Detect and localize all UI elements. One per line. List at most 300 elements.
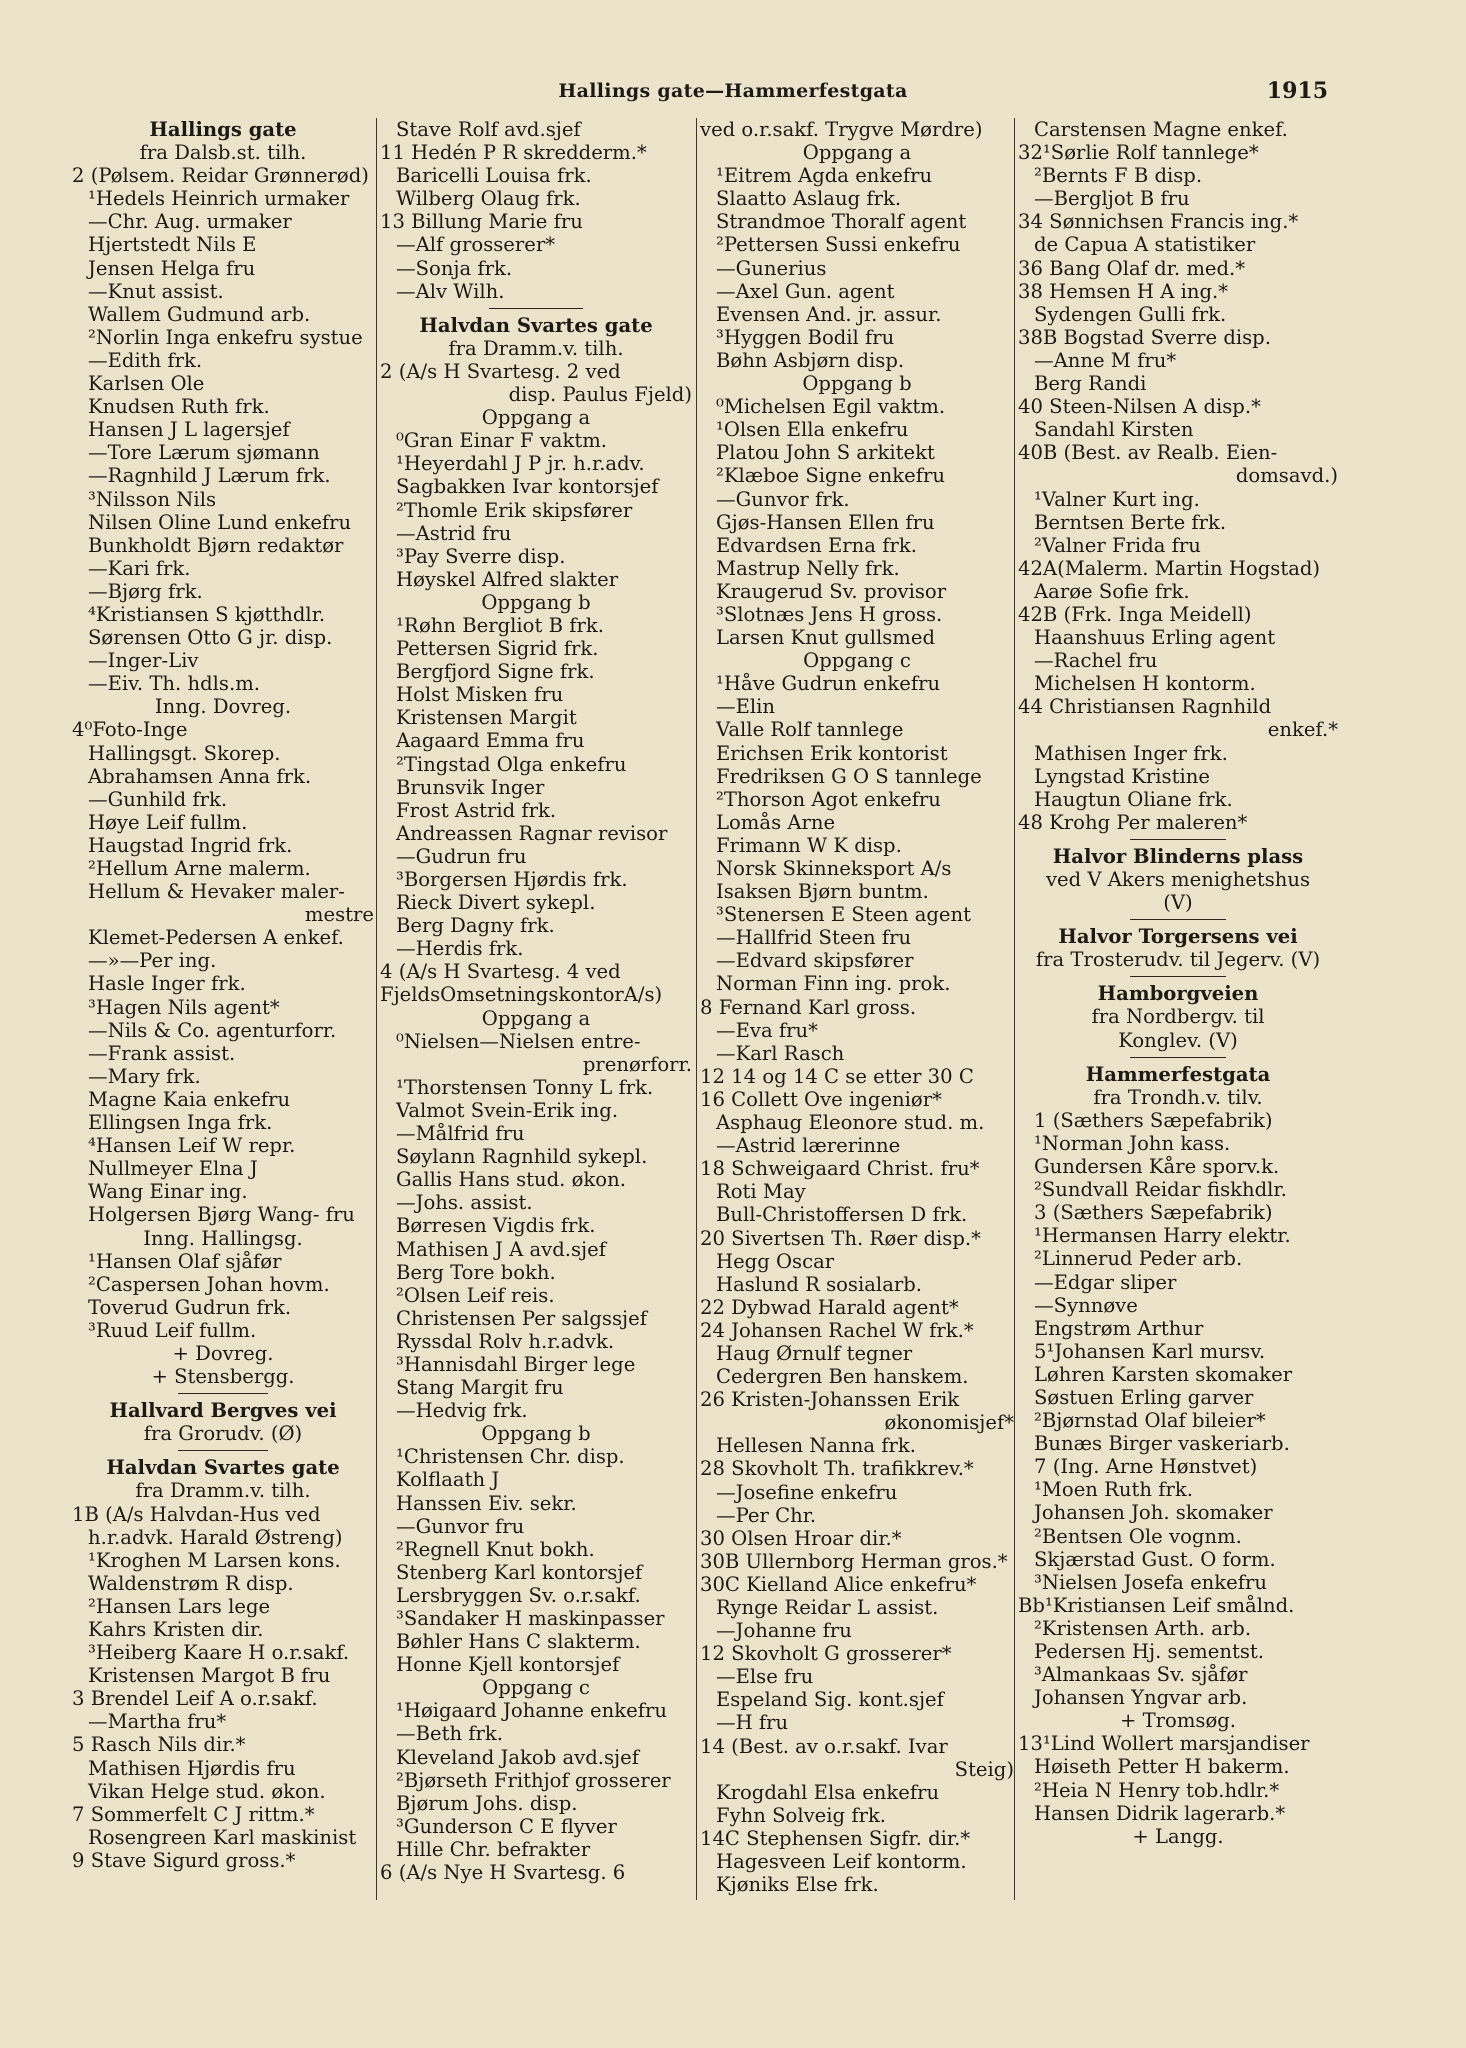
directory-entry: Søstuen Erling garver [1034, 1385, 1254, 1409]
directory-entry: Kahrs Kristen dir. [88, 1618, 264, 1641]
street-heading: Hamborgveien [1097, 982, 1259, 1006]
directory-entry: ²Olsen Leif reis. [396, 1283, 555, 1307]
section-divider [72, 1445, 374, 1456]
directory-entry: ²Bjørseth Frithjof grosserer [396, 1768, 671, 1792]
directory-entry: —Alv Wilh. [396, 279, 505, 303]
directory-entry: ved o.r.sakf. Trygve Mørdre) [700, 118, 983, 141]
directory-entry: Høiseth Petter H bakerm. [1034, 1755, 1290, 1779]
directory-entry: —Sonja frk. [396, 256, 513, 280]
directory-entry: (V) [1163, 891, 1193, 915]
directory-entry: ¹Kroghen M Larsen kons. [88, 1548, 341, 1572]
directory-entry: ⁰Gran Einar F vaktm. [396, 429, 607, 453]
directory-entry: Holst Misken fru [396, 683, 564, 707]
directory-entry: ³Hagen Nils agent* [88, 995, 280, 1019]
section-divider [1018, 914, 1338, 925]
directory-entry: 36 Bang Olaf dr. med.* [1018, 256, 1246, 280]
directory-entry: h.r.advk. Harald Østreng) [88, 1525, 343, 1549]
directory-entry: Sydengen Gulli frk. [1034, 302, 1227, 326]
directory-entry: Hellesen Nanna frk. [716, 1434, 917, 1458]
directory-entry: —Bergljot B fru [1034, 187, 1190, 211]
directory-entry: ¹Hansen Olaf sjåfør [88, 1249, 282, 1273]
directory-entry: ³Nilsson Nils [88, 487, 217, 511]
directory-entry: ²Thorson Agot enkefru [716, 787, 941, 811]
directory-entry: Hasle Inger frk. [88, 972, 246, 996]
directory-entry: Konglev. (V) [1118, 1028, 1238, 1052]
directory-entry: 6 (A/s Nye H Svartesg. 6 [380, 1861, 626, 1885]
street-heading: Halvor Blinderns plass [1052, 844, 1304, 868]
directory-entry: —Frank assist. [88, 1041, 236, 1065]
directory-entry: + Langg. [1132, 1824, 1224, 1848]
directory-entry: Frost Astrid frk. [396, 798, 557, 822]
directory-entry: —Gudrun fru [396, 844, 527, 868]
directory-entry: 48 Krohg Per maleren* [1018, 810, 1248, 834]
directory-entry: Bb¹Kristiansen Leif smålnd. [1018, 1593, 1295, 1617]
directory-entry: ¹Valner Kurt ing. [1034, 487, 1200, 511]
directory-entry: Magne Kaia enkefru [88, 1087, 291, 1111]
directory-entry: Aarøe Sofie frk. [1034, 579, 1190, 603]
directory-entry: 40B (Best. av Realb. Eien- [1018, 441, 1278, 465]
directory-entry: Rosengreen Karl maskinist [88, 1825, 357, 1849]
directory-entry: Oppgang c [482, 1676, 590, 1700]
directory-entry: ved V Akers menighetshus [1045, 868, 1311, 891]
directory-entry: —Astrid fru [396, 521, 512, 545]
directory-entry: Skjærstad Gust. O form. [1034, 1547, 1276, 1571]
directory-entry: 22 Dybwad Harald agent* [700, 1295, 959, 1319]
street-heading: Halvor Torgersens vei [1058, 925, 1298, 949]
directory-entry: Johansen Yngvar arb. [1034, 1686, 1248, 1710]
directory-entry: ¹Norman John kass. [1034, 1131, 1231, 1155]
directory-entry: Berg Randi [1034, 372, 1147, 396]
directory-entry: ²Heia N Henry tob.hdlr.* [1034, 1778, 1280, 1802]
directory-entry: —Johanne fru [716, 1619, 852, 1643]
directory-entry: ²Klæboe Signe enkefru [716, 464, 945, 488]
directory-entry: Rynge Reidar L assist. [716, 1596, 939, 1619]
directory-entry: Bjørum Johs. disp. [396, 1791, 578, 1815]
directory-entry: Mathisen J A avd.sjef [396, 1237, 606, 1261]
section-divider [72, 1388, 374, 1399]
directory-entry: Kleveland Jakob avd.sjef [396, 1745, 639, 1769]
directory-entry: —Edvard skipsfører [716, 949, 914, 973]
directory-entry: Andreassen Ragnar revisor [396, 821, 668, 845]
directory-entry: Frimann W K disp. [716, 833, 902, 857]
directory-entry: Cedergren Ben hanskem. [716, 1365, 969, 1389]
directory-entry: ²Pettersen Sussi enkefru [716, 233, 961, 257]
directory-entry: Erichsen Erik kontorist [716, 741, 948, 765]
directory-entry: 4 (A/s H Svartesg. 4 ved [380, 960, 621, 984]
column-4 [1018, 118, 1338, 1908]
directory-entry: Haanshuus Erling agent [1034, 626, 1276, 650]
directory-entry: Gjøs-Hansen Ellen fru [716, 510, 935, 534]
directory-entry: fra Dramm.v. tilh. [448, 336, 624, 360]
directory-entry: —Gunhild frk. [88, 787, 228, 811]
directory-entry: Bøhn Asbjørn disp. [716, 348, 905, 372]
directory-entry: —Astrid lærerinne [716, 1134, 901, 1158]
directory-entry: ¹Hedels Heinrich urmaker [88, 187, 350, 211]
directory-entry: Kolflaath J [396, 1468, 500, 1492]
directory-entry: Løhren Karsten skomaker [1034, 1362, 1293, 1386]
directory-entry: 1 (Sæthers Sæpefabrik) [1034, 1108, 1273, 1132]
directory-entry: ⁴Kristiansen S kjøtthdlr. [88, 602, 326, 626]
directory-entry: domsavd.) [1235, 464, 1338, 488]
directory-entry: —Beth frk. [396, 1722, 504, 1746]
directory-entry: 42B (Frk. Inga Meidell) [1018, 602, 1252, 626]
directory-entry: Engstrøm Arthur [1034, 1316, 1204, 1340]
directory-entry: Fyhn Solveig frk. [716, 1803, 887, 1827]
directory-entry: ²Linnerud Peder arb. [1034, 1247, 1243, 1271]
directory-entry: Berg Tore bokh. [396, 1260, 556, 1284]
directory-entry: Steig) [954, 1757, 1014, 1781]
directory-entry: —Gunvor fru [396, 1514, 525, 1538]
directory-entry: Berg Dagny frk. [396, 914, 555, 938]
directory-entry: Fredriksen G O S tannlege [716, 764, 982, 788]
directory-entry: Abrahamsen Anna frk. [88, 764, 312, 788]
directory-entry: 13¹Lind Wollert marsjandiser [1018, 1732, 1310, 1756]
directory-entry: 38B Bogstad Sverre disp. [1018, 325, 1271, 349]
directory-entry: —Mary frk. [88, 1064, 201, 1088]
directory-entry: —Målfrid fru [396, 1122, 525, 1146]
column-3 [700, 118, 1014, 1908]
directory-entry: ¹Høigaard Johanne enkefru [396, 1699, 667, 1723]
directory-entry: Edvardsen Erna frk. [716, 533, 917, 557]
directory-entry: ³Sandaker H maskinpasser [396, 1607, 665, 1630]
directory-entry: 20 Sivertsen Th. Røer disp.* [700, 1226, 981, 1250]
directory-entry: —Edgar sliper [1034, 1270, 1177, 1294]
directory-entry: fra Dalsb.st. tilh. [139, 141, 307, 165]
directory-entry: Asphaug Eleonore stud. m. [716, 1111, 985, 1135]
directory-entry: 8 Fernand Karl gross. [700, 995, 917, 1019]
directory-entry: 2 (Pølsem. Reidar Grønnerød) [72, 164, 369, 188]
directory-entry: —Eiv. Th. hdls.m. [88, 672, 261, 696]
directory-entry: Høyskel Alfred slakter [396, 567, 619, 591]
directory-entry: —Eva fru* [716, 1018, 818, 1042]
directory-entry: Hille Chr. befrakter [396, 1837, 591, 1861]
directory-entry: —Bjørg frk. [88, 579, 203, 603]
directory-entry: ¹Moen Ruth frk. [1034, 1478, 1193, 1502]
directory-entry: ¹Håve Gudrun enkefru [716, 672, 941, 696]
directory-entry: enkef.* [1267, 718, 1338, 742]
directory-entry: Valmot Svein-Erik ing. [396, 1098, 619, 1122]
directory-entry: 32¹Sørlie Rolf tannlege* [1018, 141, 1259, 165]
directory-entry: 28 Skovholt Th. trafikkrev.* [700, 1457, 974, 1481]
directory-entry: Hanssen Eiv. sekr. [396, 1491, 577, 1515]
column-2 [380, 118, 692, 1908]
directory-entry: Roti May [716, 1180, 806, 1204]
street-heading: Halvdan Svartes gate [106, 1456, 340, 1480]
directory-entry: 4⁰Foto-Inge [72, 718, 188, 742]
page-title: Hallings gate—Hammerfestgata [558, 80, 908, 102]
directory-entry: Stenberg Karl kontorsjef [396, 1560, 643, 1584]
directory-entry: mestre [304, 903, 374, 927]
directory-entry: ¹Eitrem Agda enkefru [716, 164, 933, 188]
directory-entry: ²Regnell Knut bokh. [396, 1537, 595, 1561]
directory-entry: 2 (A/s H Svartesg. 2 ved [380, 359, 621, 383]
directory-entry: Johansen Joh. skomaker [1034, 1501, 1273, 1525]
directory-entry: Oppgang a [481, 406, 591, 430]
directory-entry: ³Pay Sverre disp. [396, 544, 566, 568]
directory-entry: + Dovreg. [172, 1341, 274, 1365]
directory-entry: Hjertstedt Nils E [88, 233, 257, 257]
directory-entry: 16 Collett Ove ingeniør* [700, 1087, 942, 1111]
directory-entry: Holgersen Bjørg Wang- fru [88, 1203, 355, 1227]
directory-entry: ²Thomle Erik skipsfører [396, 498, 633, 522]
directory-entry: Espeland Sig. kont.sjef [716, 1688, 944, 1712]
directory-entry: Oppgang b [481, 590, 591, 614]
directory-entry: —H fru [716, 1711, 789, 1735]
directory-entry: —Ragnhild J Lærum frk. [88, 464, 331, 488]
directory-entry: Bunæs Birger vaskeriarb. [1034, 1432, 1290, 1456]
directory-entry: 30C Kielland Alice enkefru* [700, 1572, 977, 1596]
directory-entry: disp. Paulus Fjeld) [508, 383, 692, 407]
directory-entry: Oppgang b [802, 372, 912, 396]
directory-entry: fra Dramm.v. tilh. [135, 1479, 311, 1503]
directory-entry: Mastrup Nelly frk. [716, 556, 900, 580]
directory-entry: ⁰Michelsen Egil vaktm. [716, 395, 946, 419]
directory-entry: Hallingsgt. Skorep. [88, 741, 281, 765]
directory-entry: —Rachel fru [1034, 649, 1158, 673]
directory-entry: Carstensen Magne enkef. [1034, 118, 1288, 141]
directory-entry: ³Ruud Leif fullm. [88, 1318, 257, 1342]
directory-entry: Oppgang a [802, 141, 912, 165]
directory-entry: Gundersen Kåre sporv.k. [1034, 1155, 1280, 1179]
directory-entry: 1B (A/s Halvdan-Hus ved [72, 1502, 321, 1526]
directory-entry: ²Sundvall Reidar fiskhdlr. [1034, 1178, 1287, 1202]
directory-entry: Kraugerud Sv. provisor [716, 579, 947, 603]
directory-entry: 38 Hemsen H A ing.* [1018, 279, 1229, 303]
directory-entry: Hegg Oscar [716, 1249, 835, 1273]
directory-entry: 12 14 og 14 C se etter 30 C [700, 1064, 974, 1088]
directory-entry: 26 Kristen-Johanssen Erik [700, 1388, 960, 1412]
directory-entry: —Per Chr. [716, 1503, 817, 1527]
directory-entry: 24 Johansen Rachel W frk.* [700, 1318, 974, 1342]
directory-entry: —Axel Gun. agent [716, 279, 895, 303]
directory-entry: Karlsen Ole [88, 372, 205, 396]
directory-entry: Nullmeyer Elna J [88, 1157, 258, 1181]
directory-entry: Kjøniks Else frk. [716, 1873, 879, 1897]
directory-entry: Gallis Hans stud. økon. [396, 1168, 626, 1192]
directory-entry: Sagbakken Ivar kontorsjef [396, 475, 659, 499]
directory-entry: —Nils & Co. agenturforr. [88, 1018, 337, 1042]
directory-entry: —Martha fru* [88, 1710, 227, 1734]
directory-entry: Brunsvik Inger [396, 775, 545, 799]
directory-entry: —Karl Rasch [716, 1041, 845, 1065]
directory-entry: Mathisen Hjørdis fru [88, 1756, 296, 1780]
page-number: 1915 [1266, 78, 1328, 104]
directory-entry: ²Hellum Arne malerm. [88, 857, 311, 880]
directory-entry: 12 Skovholt G grosserer* [700, 1642, 952, 1666]
column-divider [1014, 118, 1015, 1900]
directory-entry: Bergfjord Signe frk. [396, 660, 595, 684]
directory-entry: Lomås Arne [716, 810, 836, 834]
directory-entry: Wilberg Olaug frk. [396, 187, 581, 211]
directory-entry: Lersbryggen Sv. o.r.sakf. [396, 1583, 641, 1607]
directory-entry: Slaatto Aslaug frk. [716, 187, 902, 211]
directory-entry: ¹Hermansen Harry elektr. [1034, 1224, 1291, 1248]
directory-entry: Oppgang b [481, 1422, 591, 1446]
directory-entry: FjeldsOmsetningskontorA/s) [380, 983, 663, 1007]
directory-entry: ²Bernts F B disp. [1034, 164, 1203, 188]
directory-entry: Haugtun Oliane frk. [1034, 787, 1233, 811]
column-1 [72, 118, 374, 1908]
directory-entry: Hansen J L lagersjef [88, 418, 290, 442]
directory-entry: Haslund R sosialarb. [716, 1272, 923, 1296]
directory-entry: —Herdis frk. [396, 937, 524, 961]
directory-entry: ²Valner Frida fru [1034, 533, 1201, 557]
directory-entry: —Alf grosserer* [396, 233, 556, 257]
directory-entry: Valle Rolf tannlege [716, 718, 904, 742]
directory-entry: 11 Hedén P R skredderm.* [380, 141, 647, 165]
directory-entry: Klemet-Pedersen A enkef. [88, 926, 344, 950]
directory-entry: —Anne M fru* [1034, 348, 1177, 372]
directory-entry: —Hallfrid Steen fru [716, 926, 912, 950]
directory-entry: Haugstad Ingrid frk. [88, 833, 293, 857]
directory-entry: Oppgang a [481, 1006, 591, 1030]
directory-entry: Wallem Gudmund arb. [88, 302, 311, 326]
directory-entry: —Edith frk. [88, 348, 203, 372]
directory-entry: ³Nielsen Josefa enkefru [1034, 1570, 1268, 1594]
directory-entry: —Elin [716, 695, 776, 719]
directory-entry: 30 Olsen Hroar dir.* [700, 1526, 902, 1550]
directory-entry: —»—Per ing. [88, 949, 217, 973]
directory-entry: Inng. Dovreg. [154, 695, 292, 719]
directory-entry: Baricelli Louisa frk. [396, 164, 592, 188]
directory-entry: Platou John S arkitekt [716, 441, 935, 465]
directory-entry: ²Tingstad Olga enkefru [396, 752, 627, 776]
directory-entry: Bøhler Hans C slakterm. [396, 1630, 641, 1654]
directory-entry: Lyngstad Kristine [1034, 764, 1210, 788]
directory-entry: Ryssdal Rolv h.r.advk. [396, 1329, 615, 1353]
directory-entry: 7 (Ing. Arne Hønstvet) [1034, 1455, 1258, 1479]
directory-entry: ²Caspersen Johan hovm. [88, 1272, 330, 1296]
directory-entry: Knudsen Ruth frk. [88, 395, 270, 419]
directory-entry: Vikan Helge stud. økon. [88, 1779, 326, 1803]
directory-entry: ²Bjørnstad Olaf bileier* [1034, 1409, 1266, 1433]
page-header [0, 74, 1466, 114]
directory-entry: 42A(Malerm. Martin Hogstad) [1018, 556, 1321, 580]
directory-entry: ³Almankaas Sv. sjåfør [1034, 1663, 1248, 1687]
directory-entry: ¹Heyerdahl J P jr. h.r.adv. [396, 452, 645, 476]
street-heading: Hallvard Bergves vei [109, 1399, 337, 1423]
directory-entry: Larsen Knut gullsmed [716, 626, 936, 650]
directory-entry: Søylann Ragnhild sykepl. [396, 1145, 648, 1169]
directory-entry: fra Trondh.v. tilv. [1093, 1085, 1263, 1109]
directory-entry: Kristensen Margot B fru [88, 1664, 331, 1688]
directory-entry: ¹Thorstensen Tonny L frk. [396, 1075, 654, 1099]
directory-entry: 34 Sønnichsen Francis ing.* [1018, 210, 1299, 234]
directory-entry: Pettersen Sigrid frk. [396, 637, 599, 661]
directory-entry: ²Bentsen Ole vognm. [1034, 1524, 1242, 1548]
directory-entry: Evensen And. jr. assur. [716, 302, 942, 326]
directory-entry: 3 Brendel Leif A o.r.sakf. [72, 1687, 318, 1711]
directory-entry: ³Slotnæs Jens H gross. [716, 602, 943, 626]
directory-entry: Pedersen Hj. sementst. [1034, 1640, 1264, 1663]
directory-entry: ²Hansen Lars lege [88, 1594, 271, 1618]
street-heading: Hallings gate [149, 118, 297, 141]
directory-entry: 5¹Johansen Karl mursv. [1034, 1339, 1266, 1363]
street-heading: Hammerfestgata [1085, 1062, 1271, 1086]
directory-entry: Berntsen Berte frk. [1034, 510, 1227, 534]
directory-entry: —Knut assist. [88, 279, 224, 303]
directory-entry: Børresen Vigdis frk. [396, 1214, 596, 1238]
directory-entry: Aagaard Emma fru [396, 729, 585, 753]
directory-entry: Bull-Christoffersen D frk. [716, 1203, 968, 1227]
directory-entry: ¹Christensen Chr. disp. [396, 1445, 625, 1469]
directory-entry: —Tore Lærum sjømann [88, 441, 320, 465]
directory-entry: ³Hyggen Bodil fru [716, 325, 895, 349]
directory-entry: Rieck Divert sykepl. [396, 891, 596, 915]
section-divider [1018, 971, 1338, 982]
directory-entry: prenørforr. [582, 1052, 692, 1076]
directory-entry: ³Gunderson C E flyver [396, 1814, 617, 1838]
directory-entry: Haug Ørnulf tegner [716, 1341, 913, 1365]
section-divider [1018, 834, 1338, 845]
section-divider [380, 303, 692, 314]
directory-entry: Nilsen Oline Lund enkefru [88, 510, 352, 534]
directory-entry: ²Norlin Inga enkefru systue [88, 325, 363, 349]
directory-entry: Hagesveen Leif kontorm. [716, 1850, 967, 1874]
directory-entry: 9 Stave Sigurd gross.* [72, 1848, 296, 1872]
directory-entry: økonomisjef* [884, 1411, 1014, 1435]
directory-entry: ¹Røhn Bergliot B frk. [396, 613, 604, 637]
directory-entry: 13 Billung Marie fru [380, 210, 583, 234]
directory-entry: 7 Sommerfelt C J rittm.* [72, 1802, 315, 1826]
directory-entry: Krogdahl Elsa enkefru [716, 1780, 940, 1804]
directory-entry: Norman Finn ing. prok. [716, 972, 951, 996]
directory-entry: 18 Schweigaard Christ. fru* [700, 1157, 980, 1181]
directory-entry: ²Kristensen Arth. arb. [1034, 1616, 1252, 1640]
directory-entry: ³Borgersen Hjørdis frk. [396, 868, 628, 891]
directory-entry: Oppgang c [803, 649, 911, 673]
directory-entry: Waldenstrøm R disp. [88, 1571, 294, 1595]
directory-entry: + Tromsøg. [1119, 1709, 1237, 1733]
section-divider [1018, 1052, 1338, 1063]
directory-entry: Hellum & Hevaker maler- [88, 880, 345, 904]
directory-entry: 14C Stephensen Sigfr. dir.* [700, 1826, 971, 1850]
directory-entry: ³Hannisdahl Birger lege [396, 1352, 636, 1376]
directory-entry: 30B Ullernborg Herman gros.* [700, 1549, 1008, 1573]
directory-entry: fra Nordbergv. til [1091, 1005, 1265, 1029]
directory-entry: Hansen Didrik lagerarb.* [1034, 1801, 1286, 1825]
directory-entry: Mathisen Inger frk. [1034, 741, 1228, 765]
directory-entry: —Gunerius [716, 256, 827, 280]
directory-entry: Jensen Helga fru [88, 256, 256, 280]
directory-entry: Kristensen Margit [396, 706, 577, 730]
directory-entry: —Synnøve [1034, 1293, 1138, 1317]
directory-entry: Inng. Hallingsg. [143, 1226, 303, 1250]
directory-entry: Sørensen Otto G jr. disp. [88, 626, 333, 650]
directory-entry: ³Heiberg Kaare H o.r.sakf. [88, 1641, 350, 1665]
directory-entry: —Hedvig frk. [396, 1399, 528, 1423]
directory-entry: Isaksen Bjørn buntm. [716, 880, 929, 904]
directory-entry: ⁰Nielsen—Nielsen entre- [396, 1029, 641, 1053]
directory-entry: —Else fru [716, 1665, 814, 1689]
directory-entry: Wang Einar ing. [88, 1180, 248, 1204]
directory-entry: Høye Leif fullm. [88, 810, 248, 834]
directory-entry: Stang Margit fru [396, 1376, 564, 1400]
directory-entry: —Chr. Aug. urmaker [88, 210, 292, 234]
street-heading: Halvdan Svartes gate [419, 313, 653, 337]
column-divider [376, 118, 377, 1900]
directory-entry: —Gunvor frk. [716, 487, 850, 511]
directory-entry: Sandahl Kirsten [1034, 418, 1194, 442]
directory-entry: 5 Rasch Nils dir.* [72, 1733, 246, 1757]
directory-entry: Bunkholdt Bjørn redaktør [88, 533, 344, 557]
column-divider [696, 118, 697, 1900]
directory-entry: Norsk Skinneksport A/s [716, 857, 952, 880]
directory-entry: 14 (Best. av o.r.sakf. Ivar [700, 1734, 948, 1758]
directory-entry: —Inger-Liv [88, 649, 199, 673]
directory-entry: ³Stenersen E Steen agent [716, 903, 972, 927]
directory-entry: Stave Rolf avd.sjef [396, 118, 581, 141]
